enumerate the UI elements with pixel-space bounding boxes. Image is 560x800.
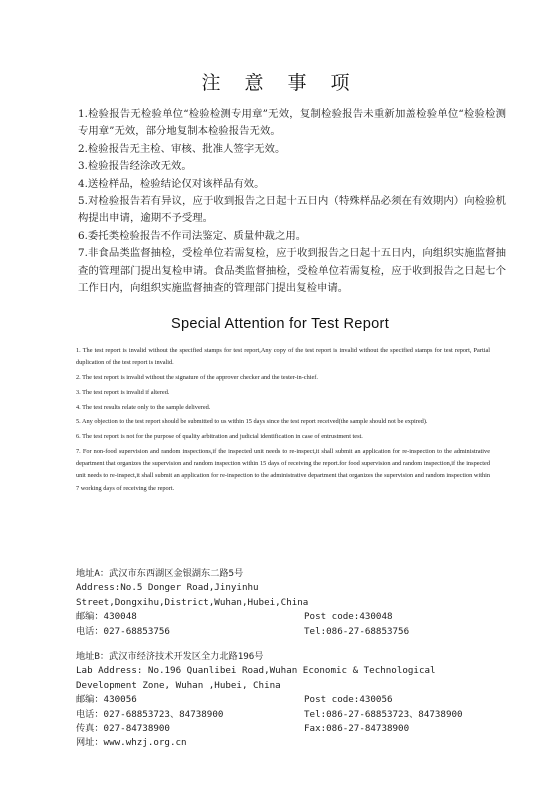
address-a-postcode-en: Post code:430048 [304, 611, 393, 623]
en-notice-item: 5. Any objection to the test report should be submitted to us within 15 days since the test report received(the sample should not be expired). [76, 418, 428, 426]
address-b-tel-en: Tel:086-27-68853723、84738900 [304, 708, 463, 720]
address-a-tel-row [76, 625, 516, 639]
cn-notice-item: 6.委托类检验报告不作司法鉴定、质量仲裁之用。 [78, 229, 307, 242]
en-notice-list [76, 345, 490, 497]
en-notice-item: 2. The test report is invalid without the signature of the approver checker and the tester-in-chief. [76, 374, 318, 381]
address-b-fax-cn: 传真：027-84738900 [76, 723, 170, 734]
address-block-b [76, 650, 516, 751]
address-b-website: 网址：www.whzj.org.cn [76, 737, 187, 749]
address-b-en-line1: Lab Address: No.196 Quanlibei Road,Wuhan Economic & Technological [76, 665, 436, 677]
address-a-en-line2: Street,Dongxihu,District,Wuhan,Hubei,China [76, 596, 309, 608]
cn-notice-item: 1.检验报告无检验单位“检验检测专用章”无效，复制检验报告未重新加盖检验单位“检验检测专用章”无效，部分地复制本检验报告无效。 [78, 108, 506, 138]
en-title: Special Attention for Test Report [170, 316, 390, 332]
address-b-tel-cn: 电话：027-68853723、84738900 [76, 708, 224, 720]
address-b-cn: 地址B：武汉市经济技术开发区全力北路196号 [76, 651, 264, 662]
address-b-fax-row [76, 722, 516, 736]
address-b-postcode-cn: 邮编：430056 [76, 694, 137, 706]
address-a-postcode-cn: 邮编：430048 [76, 611, 137, 623]
address-b-postcode-row [76, 693, 516, 707]
en-notice-item: 3. The test report is invalid if altered. [76, 388, 170, 396]
address-b-postcode-en: Post code:430056 [304, 694, 393, 706]
address-a-tel-cn: 电话：027-68853756 [76, 625, 170, 637]
address-a-en-line1: Address:No.5 Donger Road,Jinyinhu [76, 582, 259, 594]
en-notice-item: 4. The test results relate only to the sample delivered. [76, 403, 211, 411]
en-notice-item: 7. For non-food supervision and random inspections,if the inspected unit needs to re-inspect,it shall submit an application for re-inspection to the administrative department that organizes the supervision and random inspection within 15 days of receiving the report.for food supervision and random inspection,if the inspected unit needs to re-inspect,it shall submit an application for re-inspection to the administrative department that organizes the supervision and random inspection within 7 working days of receiving the report. [76, 447, 490, 492]
cn-notice-item: 3.检验报告经涂改无效。 [78, 160, 192, 173]
cn-notice-item: 4.送检样品，检验结论仅对该样品有效。 [78, 177, 265, 190]
cn-notice-item: 2.检验报告无主检、审核、批准人签字无效。 [78, 142, 286, 155]
en-notice-item: 1. The test report is invalid without the specified stamps for test report,Any copy of the test report is invalid without the specified stamps for test report, Partial duplication of the test report is invalid. [76, 347, 490, 367]
cn-title: 注 意 事 项 [201, 72, 359, 94]
address-a-tel-en: Tel:086-27-68853756 [304, 625, 410, 637]
en-notice-item: 6. The test report is not for the purpose of quality arbitration and judicial identification in case of entrustment test. [76, 433, 363, 441]
cn-notice-item: 7.非食品类监督抽检，受检单位若需复检，应于收到报告之日起十五日内，向组织实施监督抽查的管理部门提出复检申请。食品类监督抽检，受检单位若需复检，应于收到报告之日起七个工作日内，向组织实施监督抽查的管理部门提出复检申请。 [78, 247, 506, 295]
address-a-cn: 地址A：武汉市东西湖区金银湖东二路5号 [76, 568, 244, 579]
address-b-fax-en: Fax:086-27-84738900 [304, 723, 410, 734]
address-a-postcode-row [76, 610, 516, 624]
address-block-a [76, 567, 516, 639]
address-b-en-line2: Development Zone, Wuhan ,Hubei, China [76, 679, 281, 691]
cn-notice-item: 5.对检验报告若有异议，应于收到报告之日起十五日内（特殊样品必须在有效期内）向检验机构提出申请，逾期不予受理。 [78, 195, 506, 225]
address-b-tel-row [76, 708, 516, 722]
cn-notice-list [78, 106, 506, 297]
